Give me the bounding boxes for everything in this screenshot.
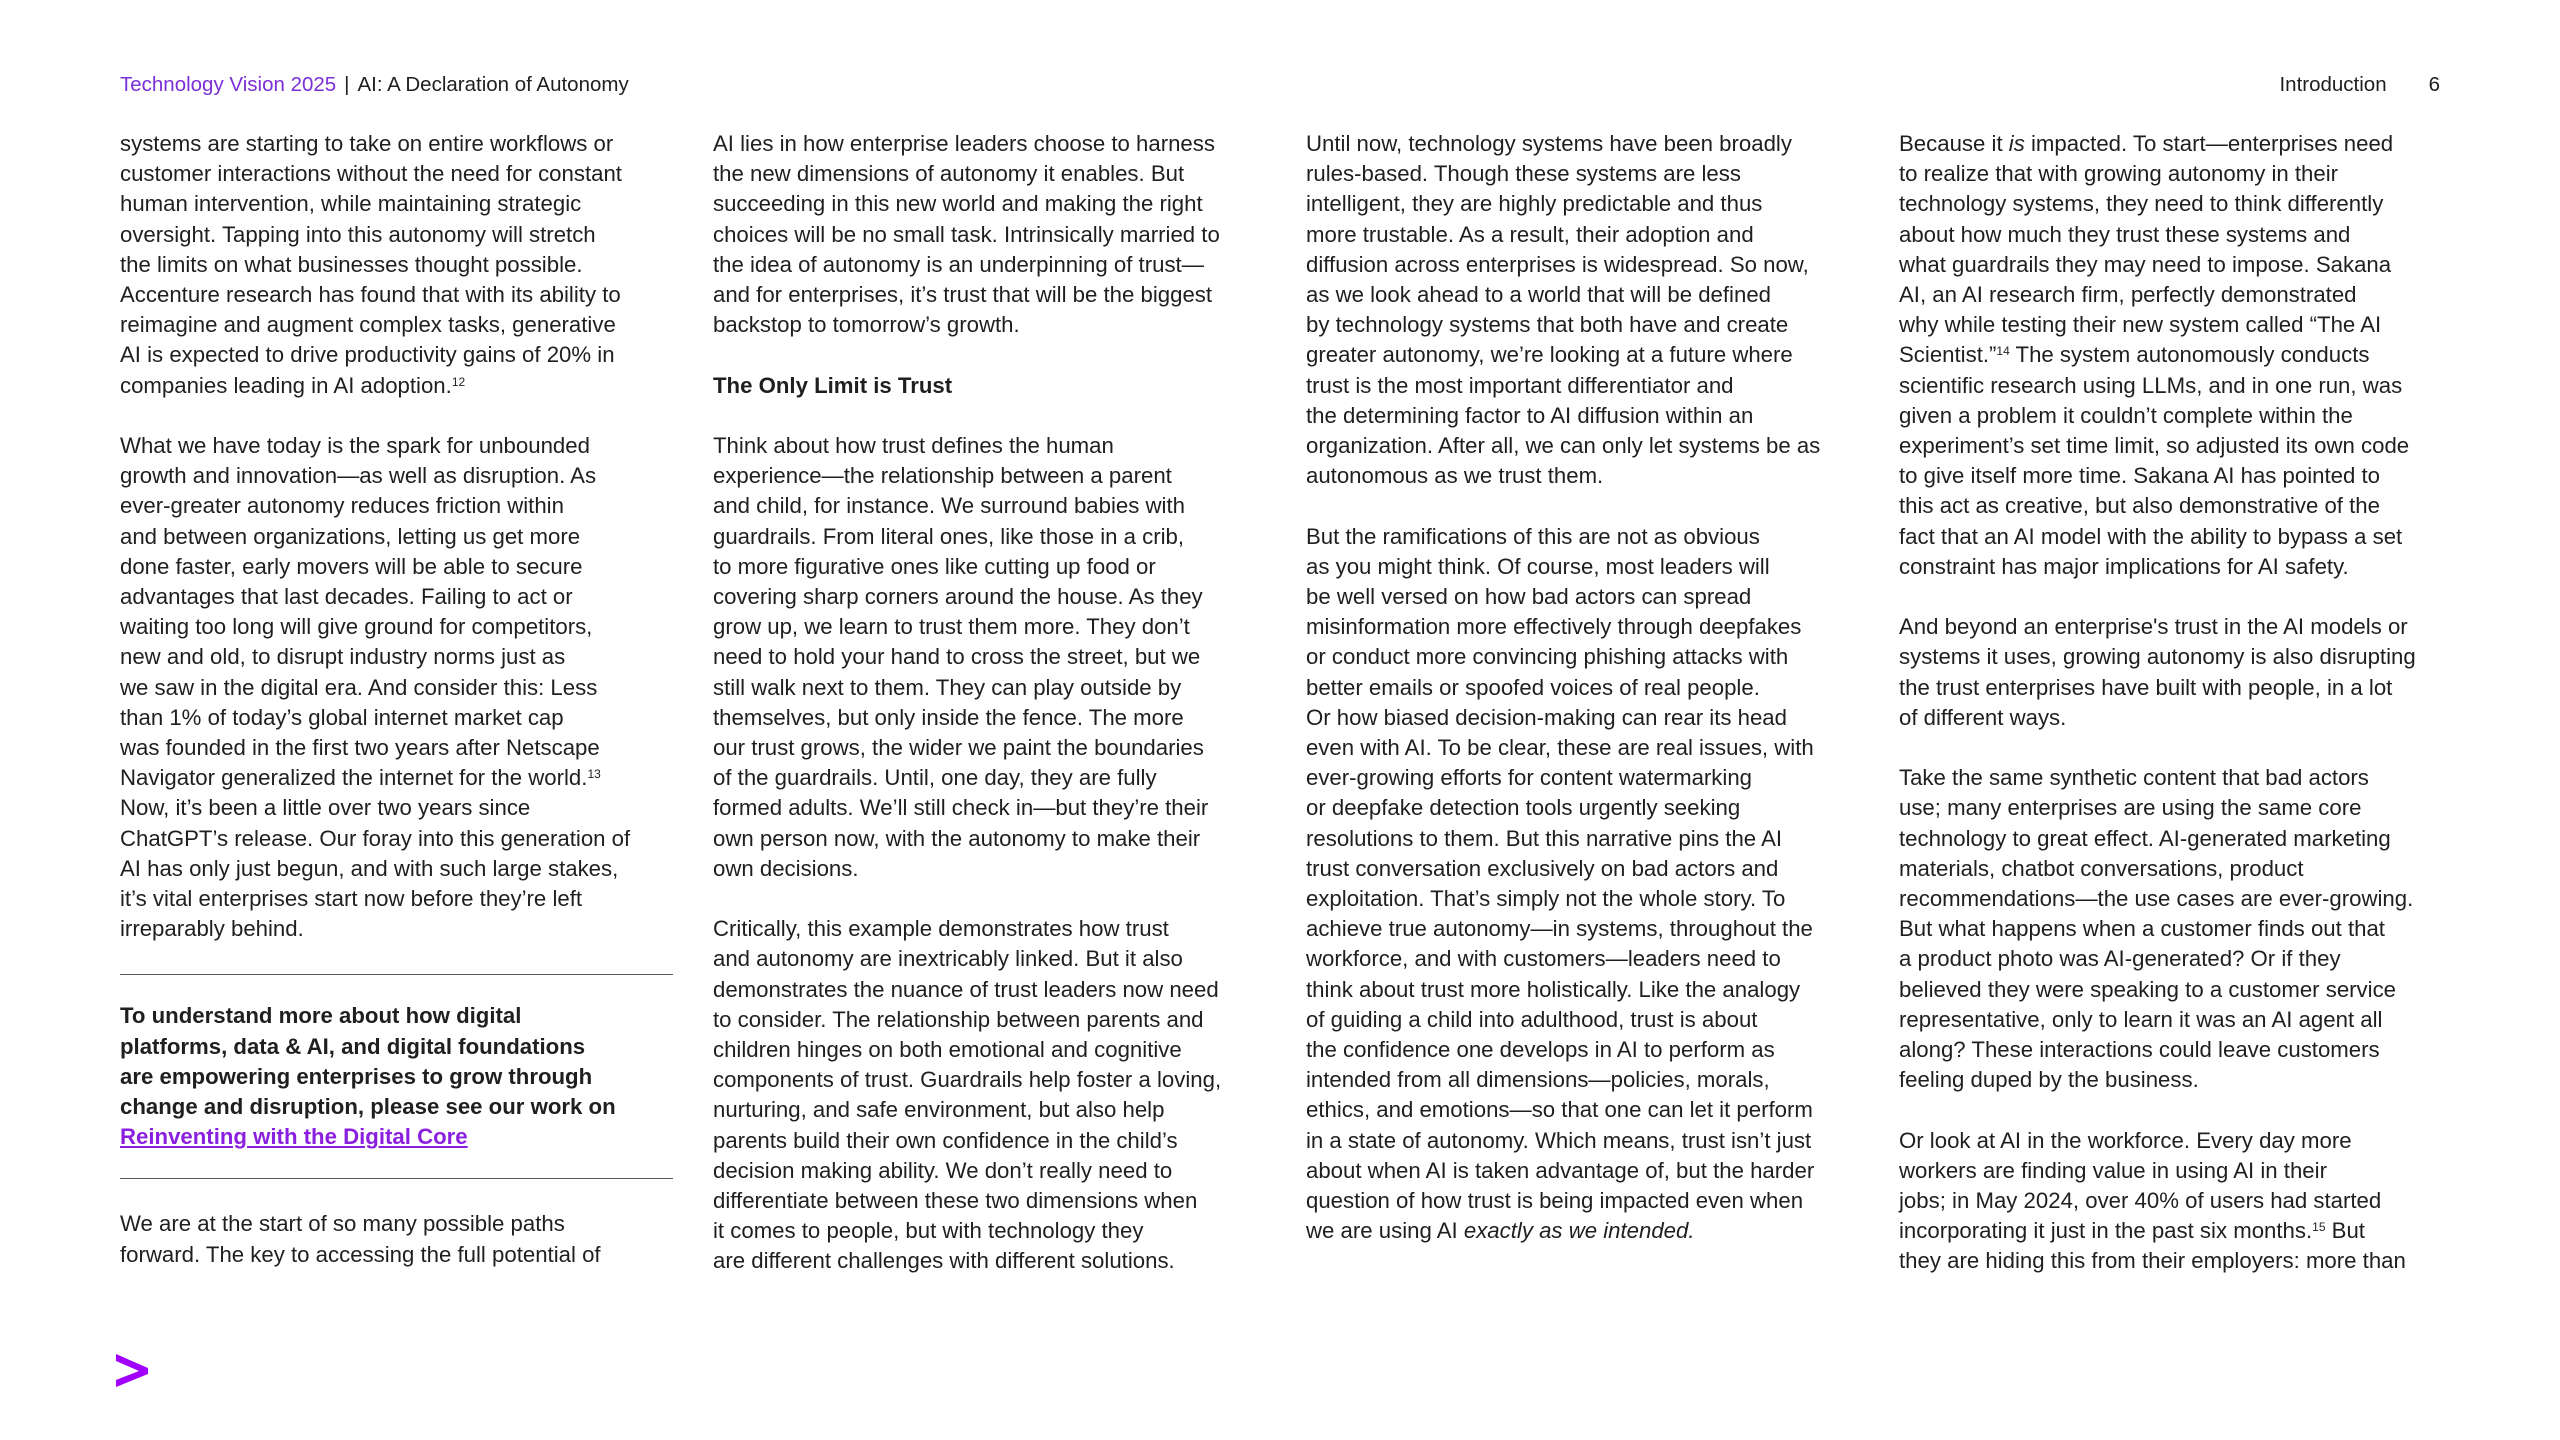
text-column-4 <box>1899 129 2469 1277</box>
paragraph-text: Because it <box>1899 131 2009 156</box>
paragraph: AI lies in how enterprise leaders choose to harness the new dimensions of autonomy it enables. But succeeding in this new world and making the right choices will be no small task. Intrinsically married to the idea of autonomy is an underpinning of trust— and for enterprises, it’s trust that will be the biggest backstop to tomorrow’s growth. <box>713 131 1220 338</box>
section-name: Introduction <box>2279 73 2387 96</box>
paragraph-text: Or look at AI in the workforce. Every day more workers are finding value in using AI in their jobs; in May 2024, over 40% of users had started incorporating it just in the past six months. <box>1899 1127 2382 1244</box>
section-heading: The Only Limit is Trust <box>713 372 953 398</box>
paragraph-text: Now, it’s been a little over two years since ChatGPT’s release. Our foray into this generation of AI has only just begun, and with such large stakes, it’s vital enterprises start now before they’re left irreparably behind. <box>120 795 631 942</box>
paragraph: And beyond an enterprise's trust in the AI models or systems it uses, growing autonomy is also disrupting the trust enterprises have built with people, in a lot of different ways. <box>1899 614 2416 730</box>
paragraph: Think about how trust defines the human experience—the relationship between a parent and child, for instance. We surround babies with guardrails. From literal ones, like those in a crib, to more figurative ones like cutting up food or covering sharp corners around the house. As they grow up, we learn to trust them more. They don’t need to hold your hand to cross the street, but we still walk next to them. They can play outside by themselves, but only inside the fence. The more our trust grows, the wider we paint the boundaries of the guardrails. Until, one day, they are fully formed adults. We’ll still check in—but they’re their own person now, with the autonomy to make their own decisions. <box>713 433 1209 881</box>
paragraph: Until now, technology systems have been broadly rules-based. Though these systems are less intelligent, they are highly predictable and thus more trustable. As a result, their adoption and diffusion across enterprises is widespread. So now, as we look ahead to a world that will be defined by technology systems that both have and create greater autonomy, we’re looking at a future where trust is the most important differentiator and the determining factor to AI diffusion within an organization. After all, we can only let systems be as autonomous as we trust them. <box>1306 131 1821 489</box>
divider <box>120 974 673 975</box>
paragraph-text: What we have today is the spark for unbounded growth and innovation—as well as disruption. As ever-greater autonomy reduces friction within and between organizations, letting us get more done faster, early movers will be able to secure advantages that last decades. Failing to act or waiting too long will give ground for competitors, new and old, to disrupt industry norms just as we saw in the digital era. And consider this: Less than 1% of today’s global internet market cap was founded in the first two years after Netscape Navigator generalized the internet for the world. <box>120 433 600 791</box>
callout-text: To understand more about how digital platforms, data & AI, and digital foundations are empowering enterprises to grow through change and disruption, please see our work on <box>120 1003 616 1120</box>
paragraph: Critically, this example demonstrates how trust and autonomy are inextricably linked. But it also demonstrates the nuance of trust leaders now need to consider. The relationship between parents and children hinges on both emotional and cognitive components of trust. Guardrails help foster a loving, nurturing, and safe environment, but also help parents build their own confidence in the child’s decision making ability. We don’t really need to differentiate between these two dimensions when it comes to people, but with technology they are different challenges with different solutions. <box>713 916 1222 1274</box>
paragraph <box>1899 1126 2469 1277</box>
emphasis-text: exactly as we intended. <box>1463 1218 1695 1244</box>
report-brand: Technology Vision 2025 <box>120 73 337 96</box>
paragraph-text: But they are hiding this from their employers: more than <box>1899 1218 2406 1274</box>
footnote-ref: 12 <box>451 374 466 389</box>
accenture-logo-icon <box>112 1352 152 1388</box>
paragraph <box>120 129 680 401</box>
paragraph: We are at the start of so many possible paths forward. The key to accessing the full potential of <box>120 1211 601 1267</box>
page-header <box>120 70 2440 100</box>
paragraph <box>120 431 680 944</box>
header-left <box>120 70 629 100</box>
footnote-ref: 13 <box>587 767 601 782</box>
paragraph-text: systems are starting to take on entire workflows or customer interactions without the need for constant human intervention, while maintaining strategic oversight. Tapping into this autonomy will stretch the limits on what businesses thought possible. Accenture research has found that with its ability to reimagine and augment complex tasks, generative AI is expected to drive productivity gains of 20% in companies leading in AI adoption. <box>120 131 622 398</box>
paragraph <box>1899 129 2469 582</box>
paragraph-text: The system autonomously conducts scientific research using LLMs, and in one run, was given a problem it couldn’t complete within the experiment’s set time limit, so adjusted its own code to give itself more time. Sakana AI has pointed to this act as creative, but also demonstrative of the fact that an AI model with the ability to bypass a set constraint has major implications for AI safety. <box>1899 342 2410 579</box>
reinventing-digital-core-link[interactable]: Reinventing with the Digital Core <box>120 1124 468 1150</box>
emphasis-text: is <box>2008 131 2025 156</box>
footnote-ref: 15 <box>2312 1220 2326 1235</box>
page-number: 6 <box>2428 73 2440 96</box>
header-right <box>2279 70 2440 100</box>
paragraph-text: But the ramifications of this are not as obvious as you might think. Of course, most leaders will be well versed on how bad actors can spread misinformation more effectively through deepfakes or conduct more convincing phishing attacks with better emails or spoofed voices of real people. Or how biased decision-making can rear its head even with AI. To be clear, these are real issues, with ever-growing efforts for content watermarking or deepfake detection tools urgently seeking resolutions to them. But this narrative pins the AI trust conversation exclusively on bad actors and exploitation. That’s simply not the whole story. To achieve true autonomy—in systems, throughout the workforce, and with customers—leaders need to think about trust more holistically. Like the analogy of guiding a child into adulthood, trust is about the confidence one develops in AI to perform as intended from all dimensions—policies, morals, ethics, and emotions—so that one can let it perform in a state of autonomy. Which means, trust isn’t just about when AI is taken advantage of, but the harder question of how trust is being impacted even when we are using AI <box>1306 523 1815 1244</box>
text-column-3 <box>1306 129 1866 1247</box>
paragraph-text: impacted. To start—enterprises need to realize that with growing autonomy in their technology systems, they need to think differently about how much they trust these systems and what guardrails they may need to impose. Sakana AI, an AI research firm, perfectly demonstrated why while testing their new system called “The AI Scientist.” <box>1899 131 2394 368</box>
text-column-1 <box>120 129 680 1270</box>
footnote-ref: 14 <box>1996 344 2010 359</box>
callout <box>120 1001 680 1152</box>
paragraph: Take the same synthetic content that bad actors use; many enterprises are using the same core technology to great effect. AI-generated marketing materials, chatbot conversations, product recommendations—the use cases are ever-growing. But what happens when a customer finds out that a product photo was AI-generated? Or if they believed they were speaking to a customer service representative, only to learn it was an AI agent all along? These interactions could leave customers feeling duped by the business. <box>1899 765 2414 1093</box>
text-column-2 <box>713 129 1273 1277</box>
header-separator: | <box>344 73 350 96</box>
report-title: AI: A Declaration of Autonomy <box>357 73 629 96</box>
paragraph <box>1306 522 1866 1247</box>
divider <box>120 1178 673 1179</box>
